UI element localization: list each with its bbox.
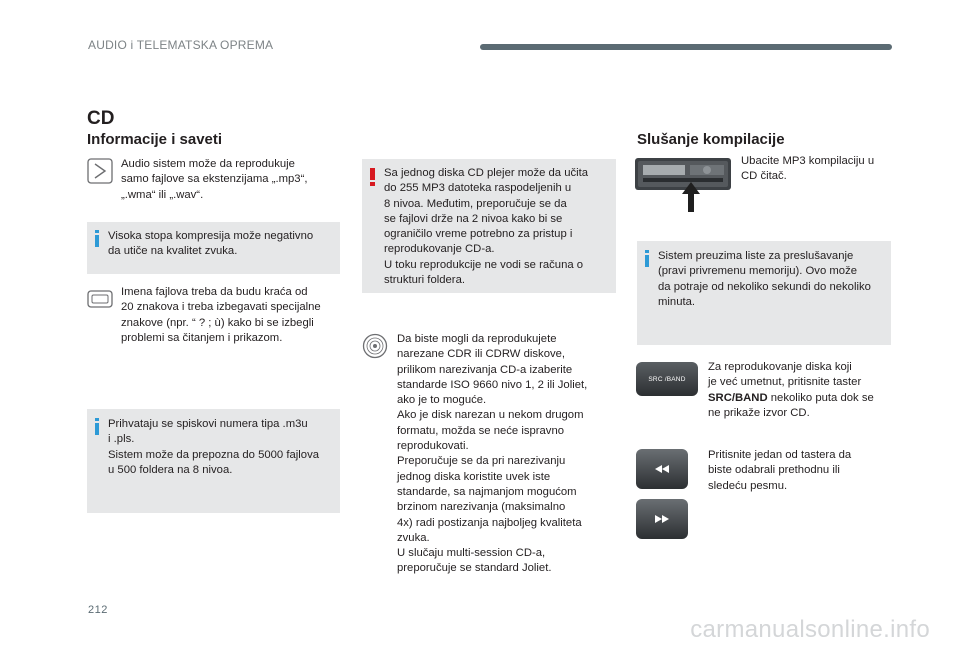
play-note-icon xyxy=(87,158,113,184)
info-icon xyxy=(95,230,99,247)
page-title: CD xyxy=(87,108,115,129)
track-select-note: Pritisnite jedan od tastera da biste odabrali prethodnu ili sledeću pesmu. xyxy=(708,449,852,492)
info-loading-text: Sistem preuzima liste za preslušavanje (pravi privremenu memoriju). Ovo može da potraje od nekoliko sekundi do nekoliko minuta. xyxy=(658,250,871,308)
formats-note: Audio sistem može da reprodukuje samo fajlove sa ekstenzijama „.mp3“, „.wma“ ili „.wav“. xyxy=(121,158,308,201)
right-heading: Slušanje kompilacije xyxy=(637,131,785,148)
left-heading: Informacije i saveti xyxy=(87,131,223,148)
info-icon xyxy=(645,250,649,267)
filenames-note: Imena fajlova treba da budu kraća od 20 znakova i treba izbegavati specijalne znakove (npr. “ ? ; ù) kako bi se izbegli problemi sa čitanjem i prikazom. xyxy=(121,286,321,344)
header-bar xyxy=(480,44,892,50)
cd-disc-icon xyxy=(362,333,388,359)
src-band-button[interactable] xyxy=(636,362,698,396)
next-track-button[interactable] xyxy=(636,499,688,539)
src-band-button-label: SRC /BAND xyxy=(648,375,686,383)
fast-forward-icon xyxy=(655,515,669,523)
info-playlists-text: Prihvataju se spiskovi numera tipa .m3u i .pls. Sistem može da prepozna do 5000 fajlova u 500 foldera na 8 nivoa. xyxy=(108,418,320,476)
warning-icon xyxy=(370,168,375,186)
warning-text: Sa jednog diska CD plejer može da učita do 255 MP3 datoteka raspodeljenih u 8 nivoa. Međutim, preporučuje se da se fajlovi drže na 2 nivoa kako bi se ograničilo vreme potrebno za pristup i reprodukovanje CD-a. U toku reprodukcije ne vodi se računa o strukturi foldera. xyxy=(384,167,589,287)
previous-track-button[interactable] xyxy=(636,449,688,489)
rewind-icon xyxy=(655,465,669,473)
src-band-note: Za reprodukovanje diska koji je već umetnut, pritisnite taster SRC/BAND nekoliko puta dok se ne prikaže izvor CD. xyxy=(708,361,874,419)
info-compression-text: Visoka stopa kompresija može negativno da utiče na kvalitet zvuka. xyxy=(108,230,314,258)
section-header: AUDIO i TELEMATSKA OPREMA xyxy=(88,38,274,52)
cd-player-illustration xyxy=(635,156,731,212)
notice-box-icon xyxy=(87,286,113,312)
info-icon xyxy=(95,418,99,435)
watermark: carmanualsonline.info xyxy=(690,616,930,643)
src-band-key: SRC/BAND xyxy=(708,391,768,404)
page-number: 212 xyxy=(88,604,108,616)
burning-note: Da biste mogli da reprodukujete narezane CDR ili CDRW diskove, prilikom narezivanja CD-a izaberite standarde ISO 9660 nivo 1, 2 ili Joliet, ako je to moguće. Ako je disk narezan u nekom drugom formatu, možda se neće ispravno reprodukovati. Preporučuje se da pri narezivanju jednog diska koristite uvek iste standarde, sa najmanjom mogućom brzinom narezivanja (maksimalno 4x) radi postizanja najboljeg kvaliteta zvuka. U slučaju multi-session CD-a, preporučuje se standard Joliet. xyxy=(397,333,588,575)
insert-cd-note: Ubacite MP3 kompilaciju u CD čitač. xyxy=(741,155,875,183)
